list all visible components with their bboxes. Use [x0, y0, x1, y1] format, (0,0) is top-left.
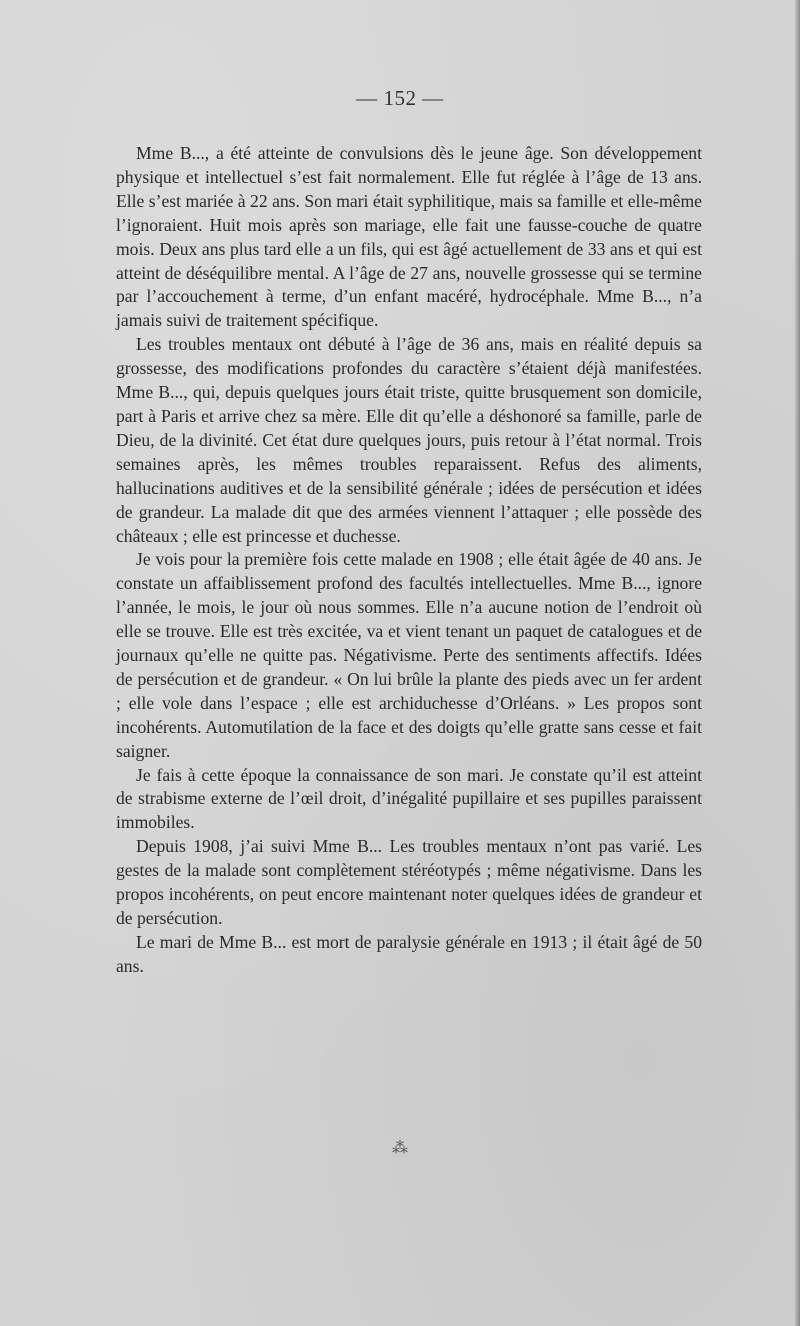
body-text: [116, 142, 702, 979]
asterism-ornament: ⁂: [392, 1140, 408, 1157]
paragraph-4: Je fais à cette époque la connaissance de son mari. Je constate qu’il est atteint de strabisme externe de l’œil droit, d’inégalité pupillaire et ses pupilles paraissent immobiles.: [116, 764, 702, 833]
paragraph-1: Mme B..., a été atteinte de convulsions dès le jeune âge. Son développement physique et intellectuel s’est fait normalement. Elle fut réglée à l’âge de 13 ans. Elle s’est mariée à 22 ans. Son mari était syphilitique, mais sa famille et elle-même l’ignoraient. Huit mois après son mariage, elle fait une fausse-couche de quatre mois. Deux ans plus tard elle a un fils, qui est âgé actuellement de 33 ans et qui est atteint de déséquilibre mental. A l’âge de 27 ans, nouvelle grossesse qui se termine par l’accouchement à terme, d’un enfant macéré, hydrocéphale. Mme B..., n’a jamais suivi de traitement spécifique.: [116, 143, 702, 331]
paragraph-6: Le mari de Mme B... est mort de paralysie générale en 1913 ; il était âgé de 50 ans.: [116, 931, 702, 976]
paragraph-3: Je vois pour la première fois cette malade en 1908 ; elle était âgée de 40 ans. Je constate un affaiblissement profond des facultés intellectuelles. Mme B..., ignore l’année, le mois, le jour où nous sommes. Elle n’a aucune notion de l’endroit où elle se trouve. Elle est très excitée, va et vient tenant un paquet de catalogues et de journaux qu’elle ne quitte pas. Négativisme. Perte des sentiments affectifs. Idées de persécution et de grandeur. « On lui brûle la plante des pieds avec un fer ardent ; elle vole dans l’espace ; elle est archiduchesse d’Orléans. » Les propos sont incohérents. Automutilation de la face et des doigts qu’elle gratte sans cesse et fait saigner.: [116, 549, 702, 761]
page-number: — 152 —: [356, 86, 444, 110]
paragraph-5: Depuis 1908, j’ai suivi Mme B... Les troubles mentaux n’ont pas varié. Les gestes de la malade sont complètement stéréotypés ; même négativisme. Dans les propos incohérents, on peut encore maintenant noter quelques idées de grandeur et de persécution.: [116, 836, 702, 928]
paragraph-2: Les troubles mentaux ont débuté à l’âge de 36 ans, mais en réalité depuis sa grossesse, des modifications profondes du caractère s’étaient déjà manifestées. Mme B..., qui, depuis quelques jours était triste, quitte brusquement son domicile, part à Paris et arrive chez sa mère. Elle dit qu’elle a déshonoré sa famille, parle de Dieu, de la divinité. Cet état dure quelques jours, puis retour à l’état normal. Trois semaines après, les mêmes troubles reparaissent. Refus des aliments, hallucinations auditives et de la sensibilité générale ; idées de persécution et idées de grandeur. La malade dit que des armées viennent l’attaquer ; elle possède des châteaux ; elle est princesse et duchesse.: [116, 334, 702, 546]
page-edge-shadow: [794, 0, 800, 1326]
